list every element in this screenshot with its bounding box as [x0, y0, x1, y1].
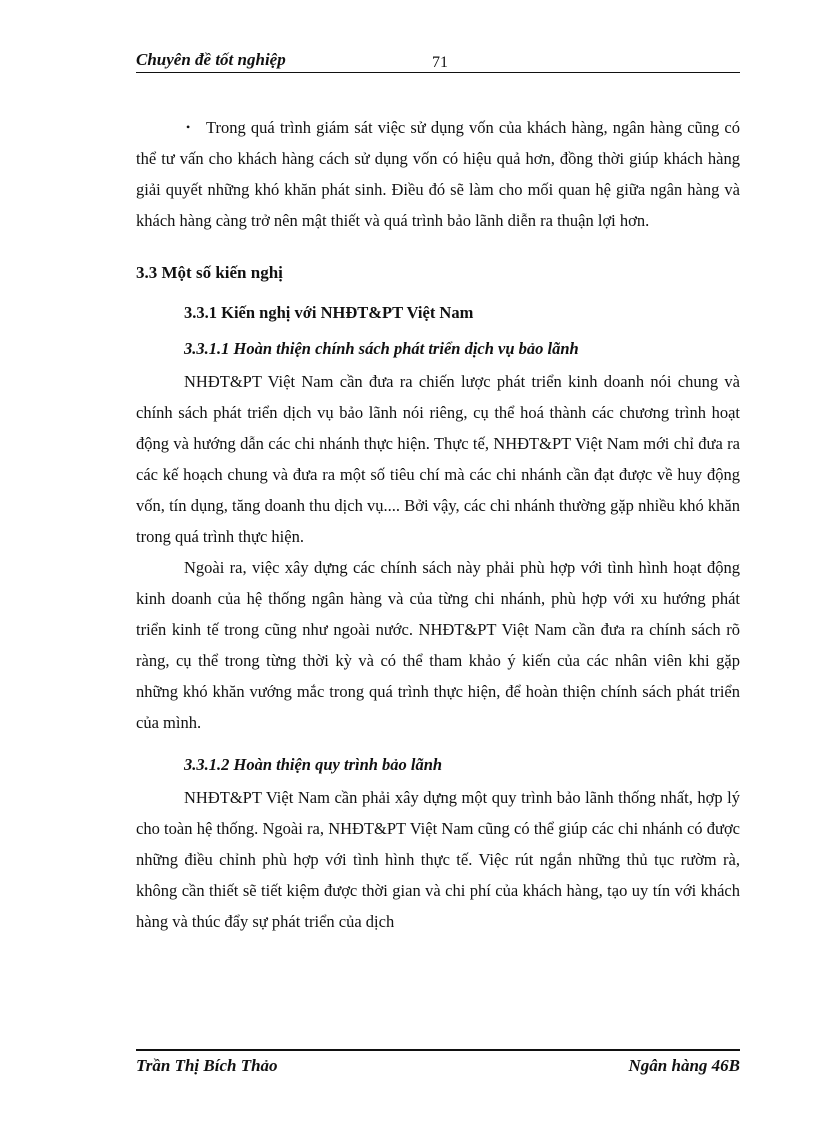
bullet-paragraph: [136, 112, 740, 236]
header-rule: [136, 72, 740, 73]
subsubsection-2-heading: 3.3.1.2 Hoàn thiện quy trình bảo lãnh: [184, 755, 443, 774]
paragraph: NHĐT&PT Việt Nam cần đưa ra chiến lược phát triển kinh doanh nói chung và chính sách phát triển dịch vụ bảo lãnh nói riêng, cụ thể hoá thành các chương trình hoạt động và hướng dẫn các chi nhánh thực hiện. Thực tế, NHĐT&PT Việt Nam mới chỉ đưa ra các kế hoạch chung và đưa ra một số tiêu chí mà các chi nhánh cần đạt được về huy động vốn, tín dụng, tăng doanh thu dịch vụ.... Bởi vậy, các chi nhánh thường gặp nhiều khó khăn trong quá trình thực hiện.: [136, 372, 740, 546]
paragraph: Ngoài ra, việc xây dựng các chính sách này phải phù hợp với tình hình hoạt động kinh doanh của hệ thống ngân hàng và của từng chi nhánh, phù hợp với xu hướng phát triển kinh tế trong cũng như ngoài nước. NHĐT&PT Việt Nam cần đưa ra chính sách rõ ràng, cụ thể trong từng thời kỳ và có thể tham khảo ý kiến của các nhân viên khi gặp những khó khăn vướng mắc trong quá trình thực hiện, để hoàn thiện chính sách phát triển của mình.: [136, 558, 740, 732]
footer-class: Ngân hàng 46B: [628, 1056, 740, 1075]
footer-author: Trần Thị Bích Thảo: [136, 1056, 278, 1075]
section-heading: 3.3 Một số kiến nghị: [136, 263, 283, 282]
header-title: Chuyên đề tốt nghiệp: [136, 50, 286, 69]
subsection-heading: 3.3.1 Kiến nghị với NHĐT&PT Việt Nam: [184, 303, 474, 322]
subsubsection-1-heading: 3.3.1.1 Hoàn thiện chính sách phát triển dịch vụ bảo lãnh: [184, 339, 579, 358]
page-body: [136, 112, 740, 937]
bullet-icon: •: [186, 120, 191, 134]
bullet-paragraph-text: Trong quá trình giám sát việc sử dụng vốn của khách hàng, ngân hàng cũng có thể tư vấn cho khách hàng cách sử dụng vốn có hiệu quả hơn, đồng thời giúp khách hàng giải quyết những khó khăn phát sinh. Điều đó sẽ làm cho mối quan hệ giữa ngân hàng và khách hàng càng trở nên mật thiết và quá trình bảo lãnh diễn ra thuận lợi hơn.: [136, 118, 740, 230]
footer-rule: [136, 1049, 740, 1051]
paragraph: NHĐT&PT Việt Nam cần phải xây dựng một quy trình bảo lãnh thống nhất, hợp lý cho toàn hệ thống. Ngoài ra, NHĐT&PT Việt Nam cũng có thể giúp các chi nhánh có được những điều chỉnh phù hợp với tình hình thực tế. Việc rút ngắn những thủ tục rườm rà, không cần thiết sẽ tiết kiệm được thời gian và chi phí của khách hàng, tạo uy tín với khách hàng và thúc đẩy sự phát triển của dịch: [136, 788, 740, 931]
page-header: [136, 48, 740, 74]
page-number: 71: [432, 54, 448, 71]
